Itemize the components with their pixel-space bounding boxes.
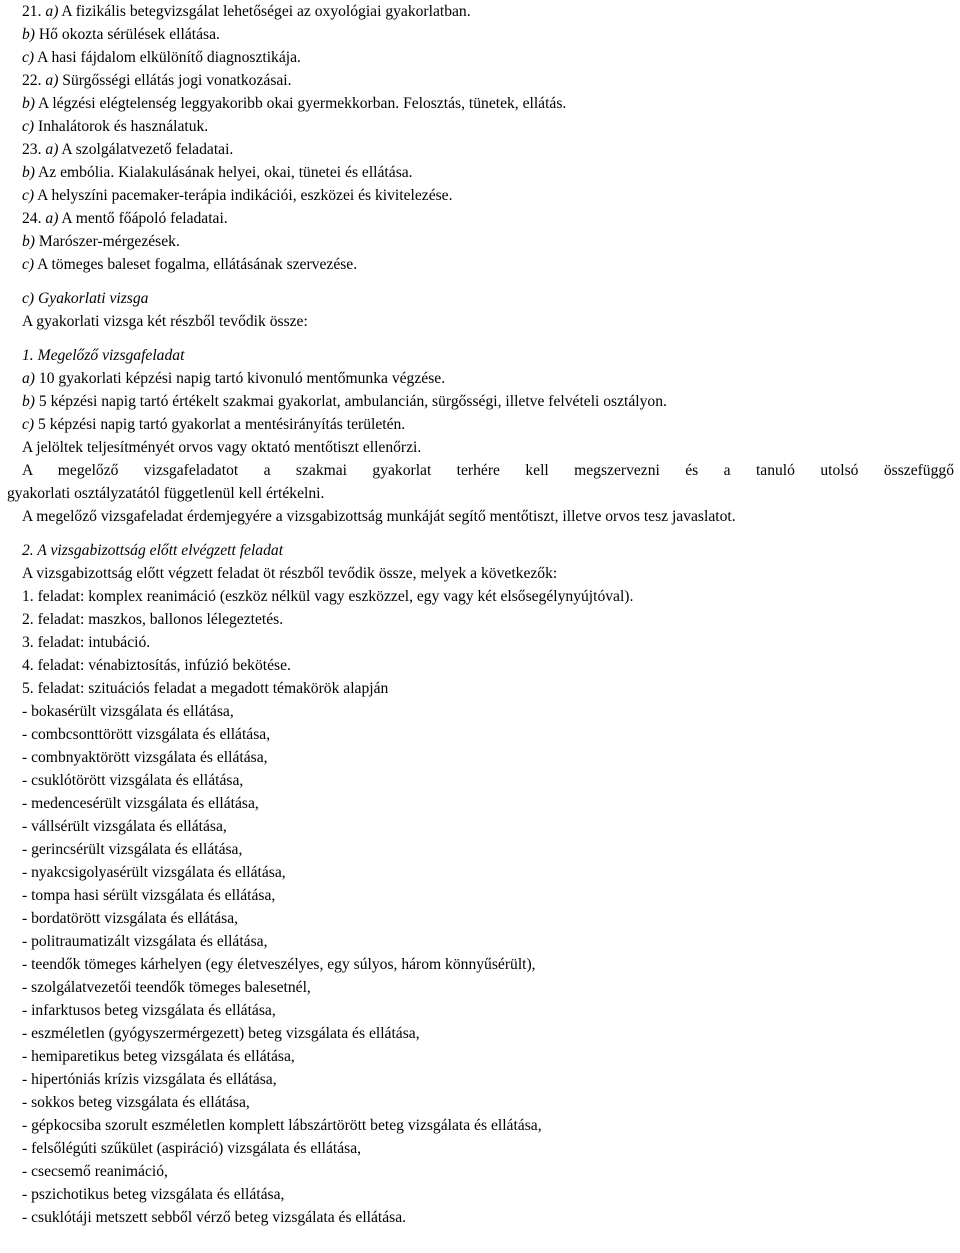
part1-note-organisation-line-1: A megelőző vizsgafeladatot a szakmai gyakorlat terhére kell megszervezni és a tanuló utolsó összefüggő (22, 462, 954, 479)
topic-line (22, 69, 954, 92)
situation-item: - politraumatizált vizsgálata és ellátása, (22, 933, 268, 950)
situation-item: - nyakcsigolyasérült vizsgálata és ellátása, (22, 864, 286, 881)
situation-item: - tompa hasi sérült vizsgálata és ellátása, (22, 887, 276, 904)
topic-line (22, 46, 954, 69)
part1-note-organisation (7, 459, 954, 505)
topic-line (22, 207, 954, 230)
situation-item: - hemiparetikus beteg vizsgálata és ellátása, (22, 1048, 295, 1065)
part1-item (22, 413, 954, 436)
topic-letter: b) (22, 164, 35, 181)
part1-item-text: 5 képzési napig tartó értékelt szakmai gyakorlat, ambulancián, sürgősségi, illetve felvételi osztályon. (35, 393, 667, 410)
part1-item-letter: b) (22, 393, 35, 410)
topic-letter: c) (22, 187, 35, 204)
topic-line (22, 184, 954, 207)
situation-item: - eszméletlen (gyógyszermérgezett) beteg vizsgálata és ellátása, (22, 1025, 420, 1042)
part1-note-grade: A megelőző vizsgafeladat érdemjegyére a vizsgabizottság munkáját segítő mentőtiszt, illetve orvos tesz javaslatot. (22, 508, 736, 525)
situation-item: - csecsemő reanimáció, (22, 1163, 168, 1180)
topic-text: Marószer-mérgezések. (35, 233, 180, 250)
part2-task-list (22, 585, 954, 700)
topic-letter: c) (22, 49, 35, 66)
situation-item: - sokkos beteg vizsgálata és ellátása, (22, 1094, 250, 1111)
topic-letter: c) (22, 256, 35, 273)
part1-item (22, 390, 954, 413)
topic-text: A szolgálatvezető feladatai. (58, 141, 234, 158)
topic-line (22, 23, 954, 46)
situation-item: - medencesérült vizsgálata és ellátása, (22, 795, 259, 812)
situation-item: - bordatörött vizsgálata és ellátása, (22, 910, 239, 927)
topic-number: 22. (22, 72, 46, 89)
topic-text: Inhalátorok és használatuk. (34, 118, 209, 135)
topic-letter: a) (45, 210, 59, 227)
situation-item: - gépkocsiba szorult eszméletlen komplett lábszártörött beteg vizsgálata és ellátása, (22, 1117, 542, 1134)
situation-item: - csuklótáji metszett sebből vérző beteg vizsgálata és ellátása. (22, 1209, 407, 1226)
topic-letter: a) (45, 72, 59, 89)
topic-line (22, 138, 954, 161)
practical-exam-intro: A gyakorlati vizsga két részből tevődik össze: (22, 313, 308, 330)
topic-letter: b) (22, 233, 35, 250)
situation-list (22, 700, 954, 1229)
topic-letter: a) (45, 141, 59, 158)
situation-item: - combnyaktörött vizsgálata és ellátása, (22, 749, 268, 766)
part1-heading: 1. Megelőző vizsgafeladat (22, 347, 185, 364)
topic-text: Sürgősségi ellátás jogi vonatkozásai. (58, 72, 292, 89)
situation-item: - felsőlégúti szűkület (aspiráció) vizsgálata és ellátása, (22, 1140, 362, 1157)
topic-text: Hő okozta sérülések ellátása. (35, 26, 220, 43)
task-item: 3. feladat: intubáció. (22, 634, 151, 651)
situation-item: - pszichotikus beteg vizsgálata és ellátása, (22, 1186, 285, 1203)
situation-item: - hipertóniás krízis vizsgálata és ellátása, (22, 1071, 277, 1088)
situation-item: - bokasérült vizsgálata és ellátása, (22, 703, 234, 720)
part1-item-text: 5 képzési napig tartó gyakorlat a mentésirányítás területén. (34, 416, 406, 433)
topic-letter: b) (22, 26, 35, 43)
part1-note-supervision: A jelöltek teljesítményét orvos vagy oktató mentőtiszt ellenőrzi. (22, 439, 422, 456)
topic-text: A légzési elégtelenség leggyakoribb okai gyermekkorban. Felosztás, tünetek, ellátás. (35, 95, 567, 112)
topic-text: A hasi fájdalom elkülönítő diagnosztikája. (34, 49, 301, 66)
topic-number: 21. (22, 3, 46, 20)
topic-letter: c) (22, 118, 35, 135)
situation-item: - teendők tömeges kárhelyen (egy életveszélyes, egy súlyos, három könnyűsérült), (22, 956, 536, 973)
topic-line (22, 230, 954, 253)
situation-item: - infarktusos beteg vizsgálata és ellátása, (22, 1002, 276, 1019)
topic-text: A tömeges baleset fogalma, ellátásának szervezése. (34, 256, 358, 273)
part2-heading: 2. A vizsgabizottság előtt elvégzett feladat (22, 542, 284, 559)
topic-line (22, 92, 954, 115)
topic-text: Az embólia. Kialakulásának helyei, okai, tünetei és ellátása. (35, 164, 413, 181)
part1-item-list (22, 367, 954, 436)
topic-line (22, 253, 954, 276)
topic-number: 24. (22, 210, 46, 227)
topic-text: A mentő főápoló feladatai. (58, 210, 228, 227)
topic-line (22, 161, 954, 184)
topic-text: A helyszíni pacemaker-terápia indikációi, eszközei és kivitelezése. (34, 187, 453, 204)
situation-item: - gerincsérült vizsgálata és ellátása, (22, 841, 243, 858)
practical-exam-heading: c) Gyakorlati vizsga (22, 290, 149, 307)
part1-item-text: 10 gyakorlati képzési napig tartó kivonuló mentőmunka végzése. (35, 370, 446, 387)
task-item: 5. feladat: szituációs feladat a megadott témakörök alapján (22, 680, 389, 697)
situation-item: - combcsonttörött vizsgálata és ellátása, (22, 726, 271, 743)
topic-text: A fizikális betegvizsgálat lehetőségei az oxyológiai gyakorlatban. (58, 3, 471, 20)
task-item: 1. feladat: komplex reanimáció (eszköz nélkül vagy eszközzel, egy vagy két elsősegélynyújtóval). (22, 588, 634, 605)
topic-list (22, 0, 954, 276)
part1-item-letter: c) (22, 416, 35, 433)
task-item: 2. feladat: maszkos, ballonos lélegeztetés. (22, 611, 284, 628)
situation-item: - szolgálatvezetői teendők tömeges balesetnél, (22, 979, 311, 996)
situation-item: - vállsérült vizsgálata és ellátása, (22, 818, 227, 835)
task-item: 4. feladat: vénabiztosítás, infúzió bekötése. (22, 657, 291, 674)
topic-number: 23. (22, 141, 46, 158)
topic-line (22, 115, 954, 138)
part1-item-letter: a) (22, 370, 35, 387)
situation-item: - csuklótörött vizsgálata és ellátása, (22, 772, 244, 789)
topic-letter: b) (22, 95, 35, 112)
part2-intro: A vizsgabizottság előtt végzett feladat öt részből tevődik össze, melyek a következők: (22, 565, 558, 582)
part1-note-organisation-line-2: gyakorlati osztályzatától függetlenül kell értékelni. (7, 485, 325, 502)
topic-letter: a) (45, 3, 59, 20)
topic-line (22, 0, 954, 23)
part1-item (22, 367, 954, 390)
